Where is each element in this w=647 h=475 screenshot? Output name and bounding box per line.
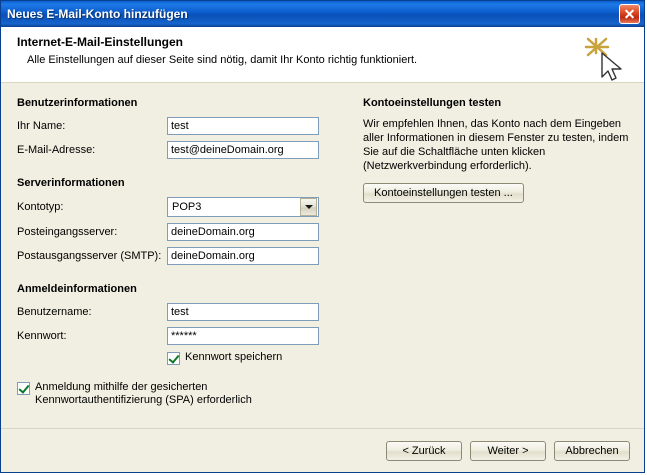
name-label: Ihr Name: xyxy=(17,120,66,132)
incoming-server-label: Posteingangsserver: xyxy=(17,226,118,238)
back-button[interactable]: < Zurück xyxy=(386,441,462,461)
close-icon[interactable] xyxy=(619,4,640,24)
spa-label: Anmeldung mithilfe der gesicherten Kennwortauthentifizierung (SPA) erforderlich xyxy=(35,381,252,406)
next-button[interactable]: Weiter > xyxy=(470,441,546,461)
username-label: Benutzername: xyxy=(17,306,92,318)
dialog-footer xyxy=(1,428,644,472)
test-panel-description: Wir empfehlen Ihnen, das Konto nach dem Eingeben aller Informationen in diesem Fenster zu testen, indem Sie auf die Schaltfläche unten klicken (Netzwerkverbindung erforderlich). xyxy=(363,118,629,172)
field-row-incoming-server xyxy=(17,223,347,241)
dialog-header xyxy=(1,27,644,83)
field-row-account-type xyxy=(17,197,347,217)
cancel-button[interactable]: Abbrechen xyxy=(554,441,630,461)
test-panel-title: Kontoeinstellungen testen xyxy=(363,97,502,109)
dialog-body xyxy=(1,83,644,465)
account-type-value: POP3 xyxy=(172,201,202,213)
server-info-group-title: Serverinformationen xyxy=(17,177,125,189)
account-type-select[interactable] xyxy=(167,197,319,217)
name-input[interactable] xyxy=(167,117,319,135)
field-row-name xyxy=(17,117,347,135)
left-column xyxy=(17,97,347,407)
email-label: E-Mail-Adresse: xyxy=(17,144,96,156)
save-password-label: Kennwort speichern xyxy=(185,351,283,363)
account-type-label: Kontotyp: xyxy=(17,201,64,213)
save-password-checkbox[interactable] xyxy=(167,352,180,365)
right-column xyxy=(363,97,631,203)
title-bar xyxy=(1,1,644,27)
spa-checkbox[interactable] xyxy=(17,382,30,395)
outgoing-server-label: Postausgangsserver (SMTP): xyxy=(17,250,162,262)
window-title: Neues E-Mail-Konto hinzufügen xyxy=(7,7,188,21)
field-row-email xyxy=(17,141,347,159)
outgoing-server-input[interactable] xyxy=(167,247,319,265)
wizard-sparkle-cursor-icon xyxy=(578,33,630,81)
chevron-down-icon[interactable] xyxy=(300,198,317,216)
user-info-group-title: Benutzerinformationen xyxy=(17,97,138,109)
incoming-server-input[interactable] xyxy=(167,223,319,241)
field-row-password xyxy=(17,327,347,345)
password-label: Kennwort: xyxy=(17,330,67,342)
email-input[interactable] xyxy=(167,141,319,159)
page-title: Internet-E-Mail-Einstellungen xyxy=(17,35,184,49)
save-password-row xyxy=(167,351,347,365)
field-row-outgoing-server xyxy=(17,247,347,265)
login-info-group-title: Anmeldeinformationen xyxy=(17,283,137,295)
username-input[interactable] xyxy=(167,303,319,321)
field-row-username xyxy=(17,303,347,321)
spa-row xyxy=(17,381,337,407)
password-input[interactable] xyxy=(167,327,319,345)
test-account-settings-button[interactable]: Kontoeinstellungen testen ... xyxy=(363,183,524,203)
page-subtitle: Alle Einstellungen auf dieser Seite sind nötig, damit Ihr Konto richtig funktioniert. xyxy=(27,54,418,66)
